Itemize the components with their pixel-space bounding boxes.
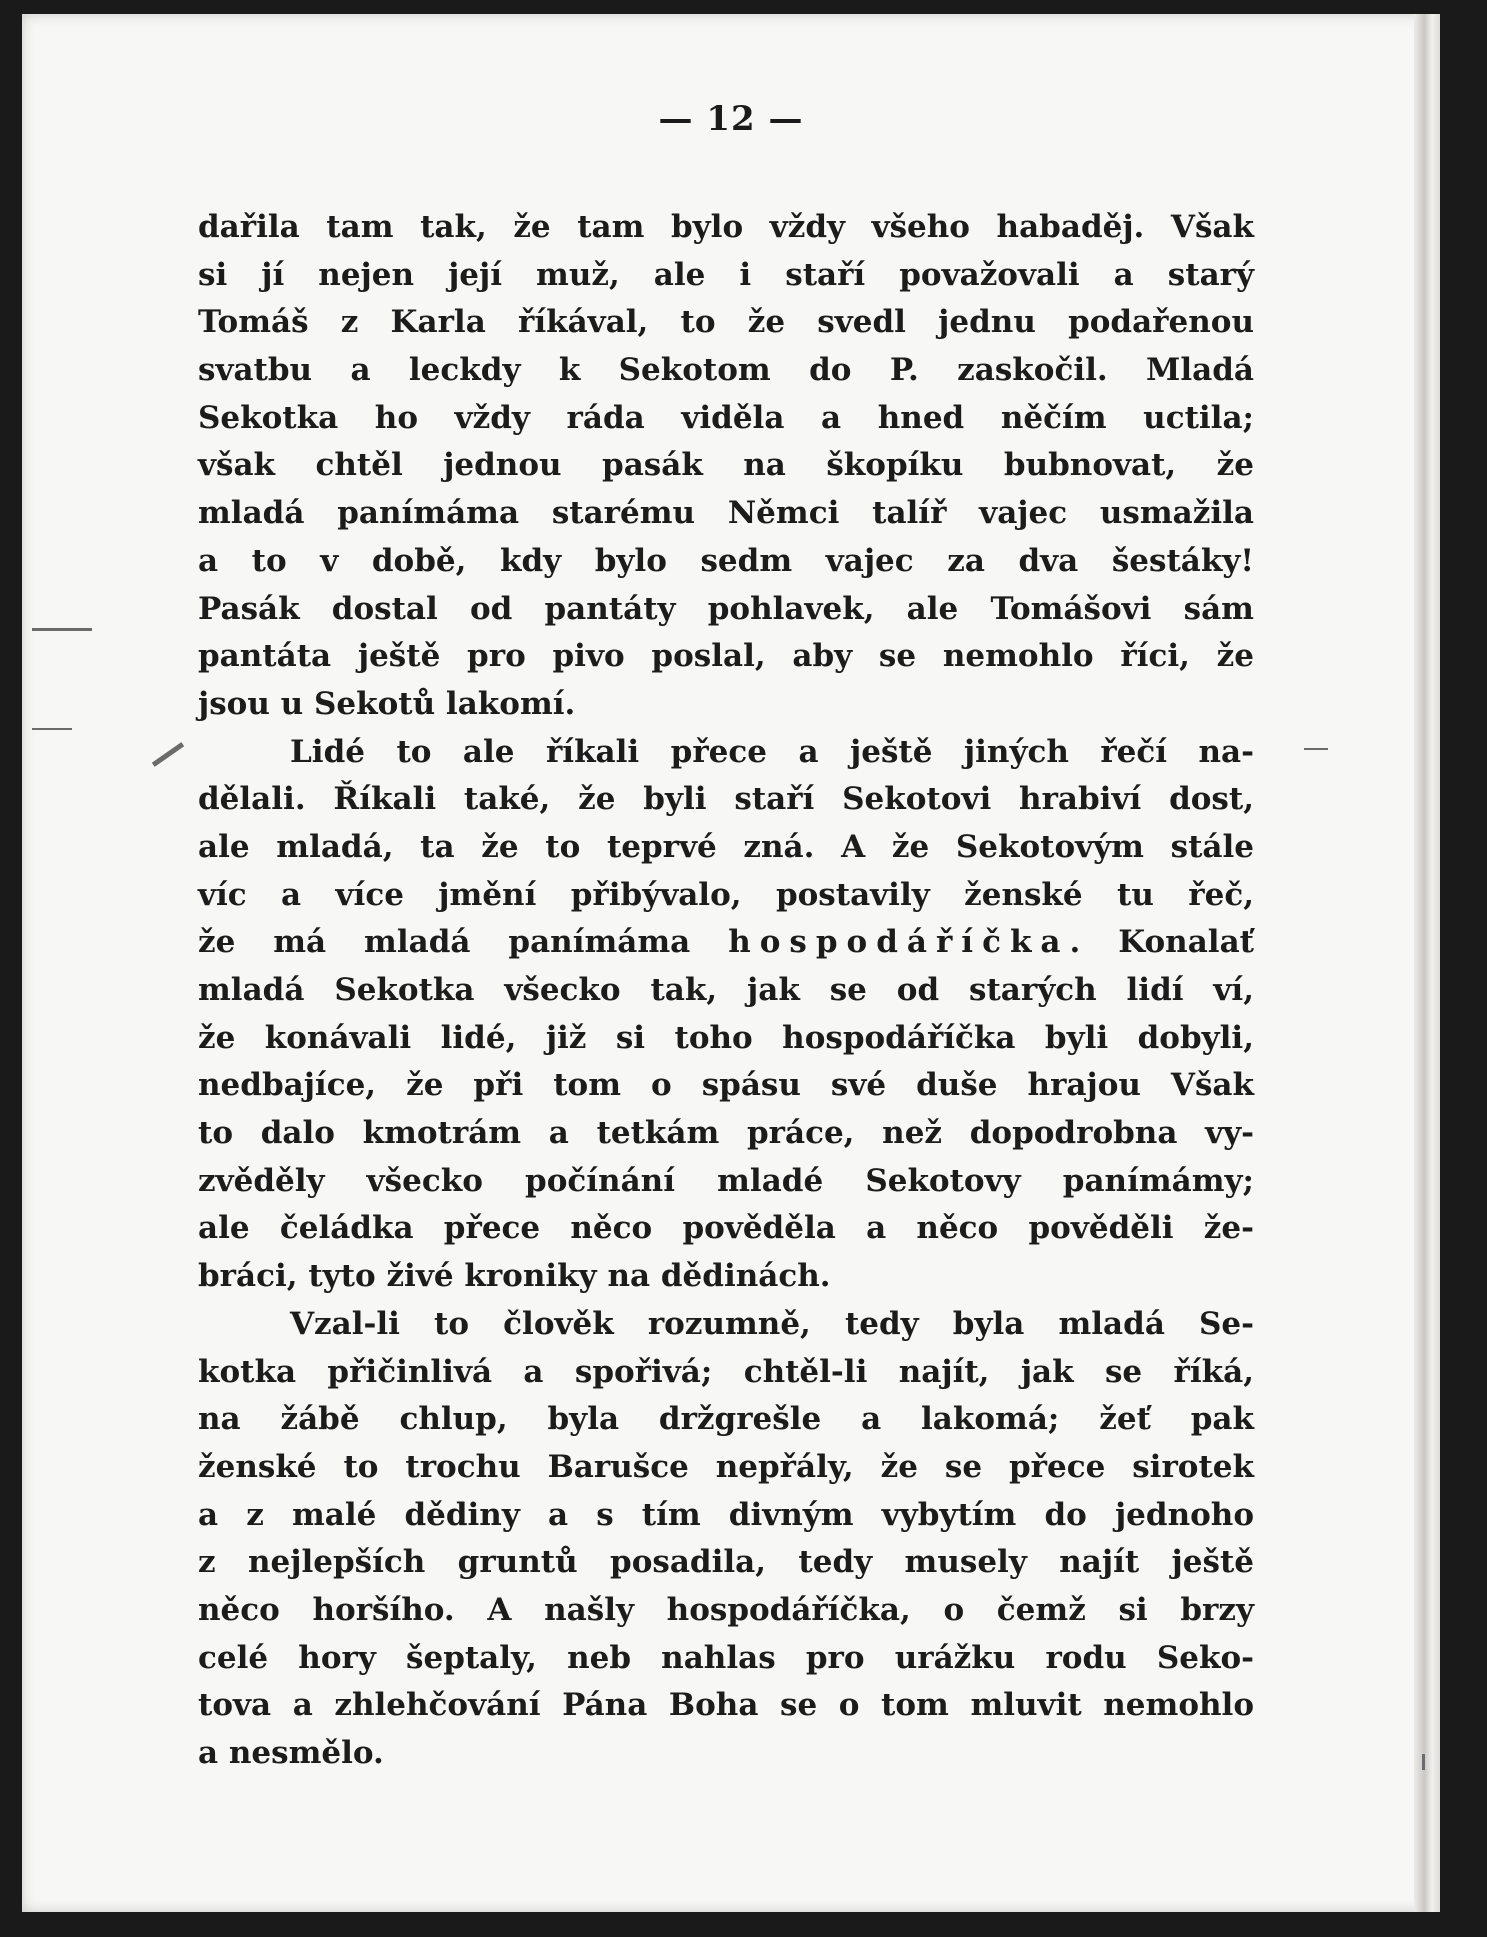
- text-line: a to v době, kdy bylo sedm vajec za dva šestáky!: [198, 542, 1254, 579]
- text-line: mladá panímáma starému Němci talíř vajec usmažila: [198, 495, 1254, 532]
- text-line: jsou u Sekotů lakomí.: [198, 685, 576, 722]
- text-line: celé hory šeptaly, neb nahlas pro urážku rodu Seko-: [198, 1639, 1254, 1676]
- text-line: si jí nejen její muž, ale i staří považovali a starý: [198, 256, 1254, 293]
- body-text: [198, 204, 1254, 1778]
- text-line: to dalo kmotrám a tetkám práce, než dopodrobna vy-: [198, 1115, 1254, 1152]
- text-line: dělali. Říkali také, že byli staří Sekotovi hrabiví dost,: [198, 781, 1254, 818]
- text-line: víc a více jmění přibývalo, postavily ženské tu řeč,: [198, 876, 1254, 913]
- text-line: kotka přičinlivá a spořivá; chtěl-li najít, jak se říká,: [198, 1353, 1254, 1390]
- book-page: [22, 14, 1440, 1912]
- text-line: Vzal-li to člověk rozumně, tedy byla mladá Se-: [290, 1305, 1254, 1342]
- text-line: Sekotka ho vždy ráda viděla a hned něčím uctila;: [198, 399, 1254, 436]
- text-line: a z malé dědiny a s tím divným vybytím do jednoho: [198, 1496, 1254, 1533]
- text-line: pantáta ještě pro pivo poslal, aby se nemohlo říci, že: [198, 638, 1254, 675]
- text-segment: že má mladá panímáma: [198, 924, 691, 961]
- text-line: něco horšího. A našly hospodáříčka, o čemž si brzy: [198, 1591, 1254, 1628]
- text-line: bráci, tyto živé kroniky na dědinách.: [198, 1258, 831, 1295]
- text-line: že konávali lidé, již si toho hospodáříčka byli dobyli,: [198, 1019, 1254, 1056]
- text-line: však chtěl jednou pasák na škopíku bubnovat, že: [198, 447, 1254, 484]
- text-line: ale mladá, ta že to teprvé zná. A že Sekotovým stále: [198, 828, 1254, 865]
- text-line-with-emphasis: [198, 919, 1254, 967]
- scan-mark: [1422, 1754, 1425, 1770]
- text-line: mladá Sekotka všecko tak, jak se od starých lidí ví,: [198, 972, 1254, 1008]
- scan-mark: [1304, 748, 1328, 750]
- emphasized-word: hospodáříčka: [728, 924, 1070, 961]
- text-line: nedbajíce, že při tom o spásu své duše hrajou Však: [198, 1067, 1254, 1104]
- text-line: svatbu a leckdy k Sekotom do P. zaskočil. Mladá: [198, 352, 1254, 389]
- text-line: dařila tam tak, že tam bylo vždy všeho habaděj. Však: [198, 209, 1254, 245]
- text-line: zvěděly všecko počínání mladé Sekotovy panímámy;: [198, 1162, 1254, 1199]
- text-line: Lidé to ale říkali přece a ještě jiných řečí na-: [290, 733, 1254, 770]
- text-line: tova a zhlehčování Pána Boha se o tom mluvit nemohlo: [198, 1687, 1254, 1724]
- text-line: na žábě chlup, byla držgrešle a lakomá; žeť pak: [198, 1401, 1254, 1438]
- text-line: Pasák dostal od pantáty pohlavek, ale Tomášovi sám: [198, 590, 1254, 627]
- text-line: z nejlepších gruntů posadila, tedy musely najít ještě: [198, 1544, 1254, 1581]
- text-line: ale čeládka přece něco pověděla a něco pověděli že-: [198, 1210, 1254, 1247]
- text-line: a nesmělo.: [198, 1735, 384, 1771]
- scan-mark: [32, 728, 72, 730]
- page-number: — 12 —: [658, 99, 804, 139]
- text-line: Tomáš z Karla říkával, to že svedl jednu podařenou: [198, 304, 1254, 341]
- scan-mark: [32, 628, 92, 631]
- page-edge: [1414, 14, 1440, 1912]
- text-line: ženské to trochu Barušce nepřály, že se přece sirotek: [198, 1448, 1254, 1485]
- text-segment: . Konalať: [1069, 924, 1254, 961]
- scan-mark: [152, 742, 184, 767]
